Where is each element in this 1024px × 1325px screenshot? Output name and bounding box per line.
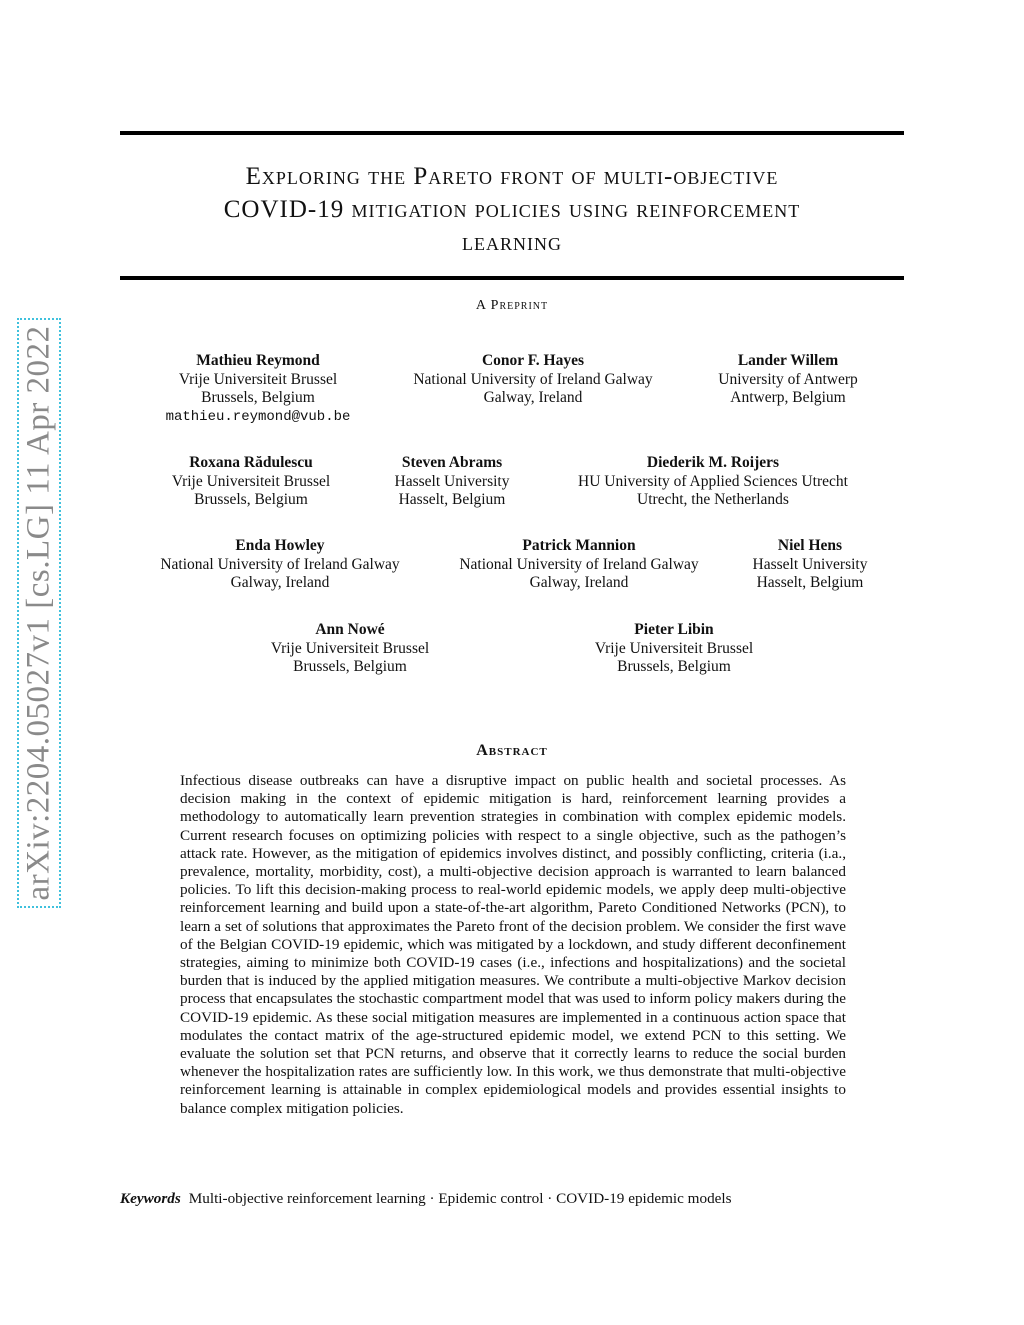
author-block [595, 621, 753, 677]
arxiv-stamp-text: arXiv:2204.05027v1 [cs.LG] 11 Apr 2022 [20, 325, 57, 901]
author-name: Roxana Rădulescu [189, 454, 313, 471]
author-block [578, 454, 848, 510]
author-location: Brussels, Belgium [293, 658, 407, 675]
author-name: Pieter Libin [634, 621, 714, 638]
author-location: Antwerp, Belgium [730, 389, 846, 406]
author-affiliation: Hasselt University [752, 555, 868, 573]
author-affiliation: National University of Ireland Galway [413, 370, 653, 388]
author-affiliation: Vrije Universiteit Brussel [594, 639, 754, 657]
author-affiliation: HU University of Applied Sciences Utrecht [578, 472, 848, 490]
keywords-text: Multi-objective reinforcement learning · Epidemic control · COVID-19 epidemic models [188, 1190, 732, 1207]
abstract-heading: Abstract [476, 742, 548, 759]
author-block [166, 352, 351, 426]
author-affiliation: Vrije Universiteit Brussel [270, 639, 430, 657]
preprint-label: A Preprint [475, 298, 549, 313]
author-name: Mathieu Reymond [196, 352, 320, 369]
author-name: Steven Abrams [401, 454, 503, 471]
author-name: Patrick Mannion [522, 537, 636, 554]
author-block [753, 537, 868, 593]
title-rule-bottom [120, 276, 904, 280]
author-name: Conor F. Hayes [481, 352, 585, 369]
author-location: Galway, Ireland [230, 574, 330, 591]
title-line-3: learning [462, 229, 562, 256]
author-affiliation: Vrije Universiteit Brussel [171, 472, 331, 490]
author-location: Brussels, Belgium [194, 491, 308, 508]
author-name: Enda Howley [235, 537, 325, 554]
author-block [271, 621, 429, 677]
author-block [459, 537, 698, 593]
author-name: Niel Hens [777, 537, 843, 554]
author-block [395, 454, 510, 510]
author-location: Utrecht, the Netherlands [637, 491, 789, 508]
author-block [413, 352, 652, 408]
author-affiliation: Hasselt University [394, 472, 510, 490]
author-block [172, 454, 330, 510]
author-name: Diederik M. Roijers [646, 454, 780, 471]
author-location: Galway, Ireland [483, 389, 583, 406]
author-affiliation: University of Antwerp [718, 370, 858, 388]
author-location: Brussels, Belgium [617, 658, 731, 675]
author-affiliation: Vrije Universiteit Brussel [178, 370, 338, 388]
author-block [718, 352, 857, 408]
author-name: Lander Willem [737, 352, 839, 369]
author-location: Hasselt, Belgium [398, 491, 506, 508]
keywords-label: Keywords [120, 1190, 181, 1207]
abstract-body: Infectious disease outbreaks can have a disruptive impact on public health and societal processes. As decision making in the context of epidemic mitigation is hard, reinforcement learning provides a methodology to automatically learn prevention strategies in combination with complex epidemic models. Current research focuses on optimizing policies with respect to a single objective, such as the pathogen’s attack rate. However, as the mitigation of epidemics involves distinct, and possibly conflicting, criteria (i.a., prevalence, mortality, morbidity, cost), a multi-objective decision approach is warranted to learn balanced policies. To lift this decision-making process to real-world epidemic models, we apply deep multi-objective reinforcement learning and build upon a state-of-the-art algorithm, Pareto Conditioned Networks (PCN), to learn a set of solutions that approximates the Pareto front of the decision problem. We consider the first wave of the Belgian COVID-19 epidemic, which was mitigated by a lockdown, and study different deconfinement strategies, aiming to minimize both COVID-19 cases (i.e., infections and hospitalizations) and the societal burden that is induced by the applied mitigation measures. We contribute a multi-objective Markov decision process that encapsulates the stochastic compartment model that was used to inform policy makers during the COVID-19 epidemic. As these social mitigation measures are implemented in a continuous action space that modulates the contact matrix of the age-structured epidemic model, we extend PCN to this setting. We evaluate the solution set that PCN returns, and observe that it correctly learns to reduce the social burden whenever the hospitalization rates are sufficiently low. In this work, we thus demonstrate that multi-objective reinforcement learning is attainable in complex epidemiological models and provides essential insights to balance complex mitigation policies. [180, 772, 846, 1117]
title-rule-top [120, 131, 904, 135]
author-email[interactable]: mathieu.reymond@vub.be [165, 408, 351, 425]
title-line-1: Exploring the Pareto front of multi-objective [245, 163, 779, 190]
author-affiliation: National University of Ireland Galway [160, 555, 400, 573]
keywords [120, 1190, 732, 1208]
paper-title [120, 160, 904, 259]
arxiv-stamp[interactable] [17, 318, 61, 908]
author-location: Brussels, Belgium [201, 389, 315, 406]
author-location: Galway, Ireland [529, 574, 629, 591]
title-line-2: COVID-19 mitigation policies using reinforcement [223, 196, 801, 223]
author-name: Ann Nowé [315, 621, 385, 638]
author-location: Hasselt, Belgium [756, 574, 864, 591]
author-affiliation: National University of Ireland Galway [459, 555, 699, 573]
author-block [160, 537, 399, 593]
